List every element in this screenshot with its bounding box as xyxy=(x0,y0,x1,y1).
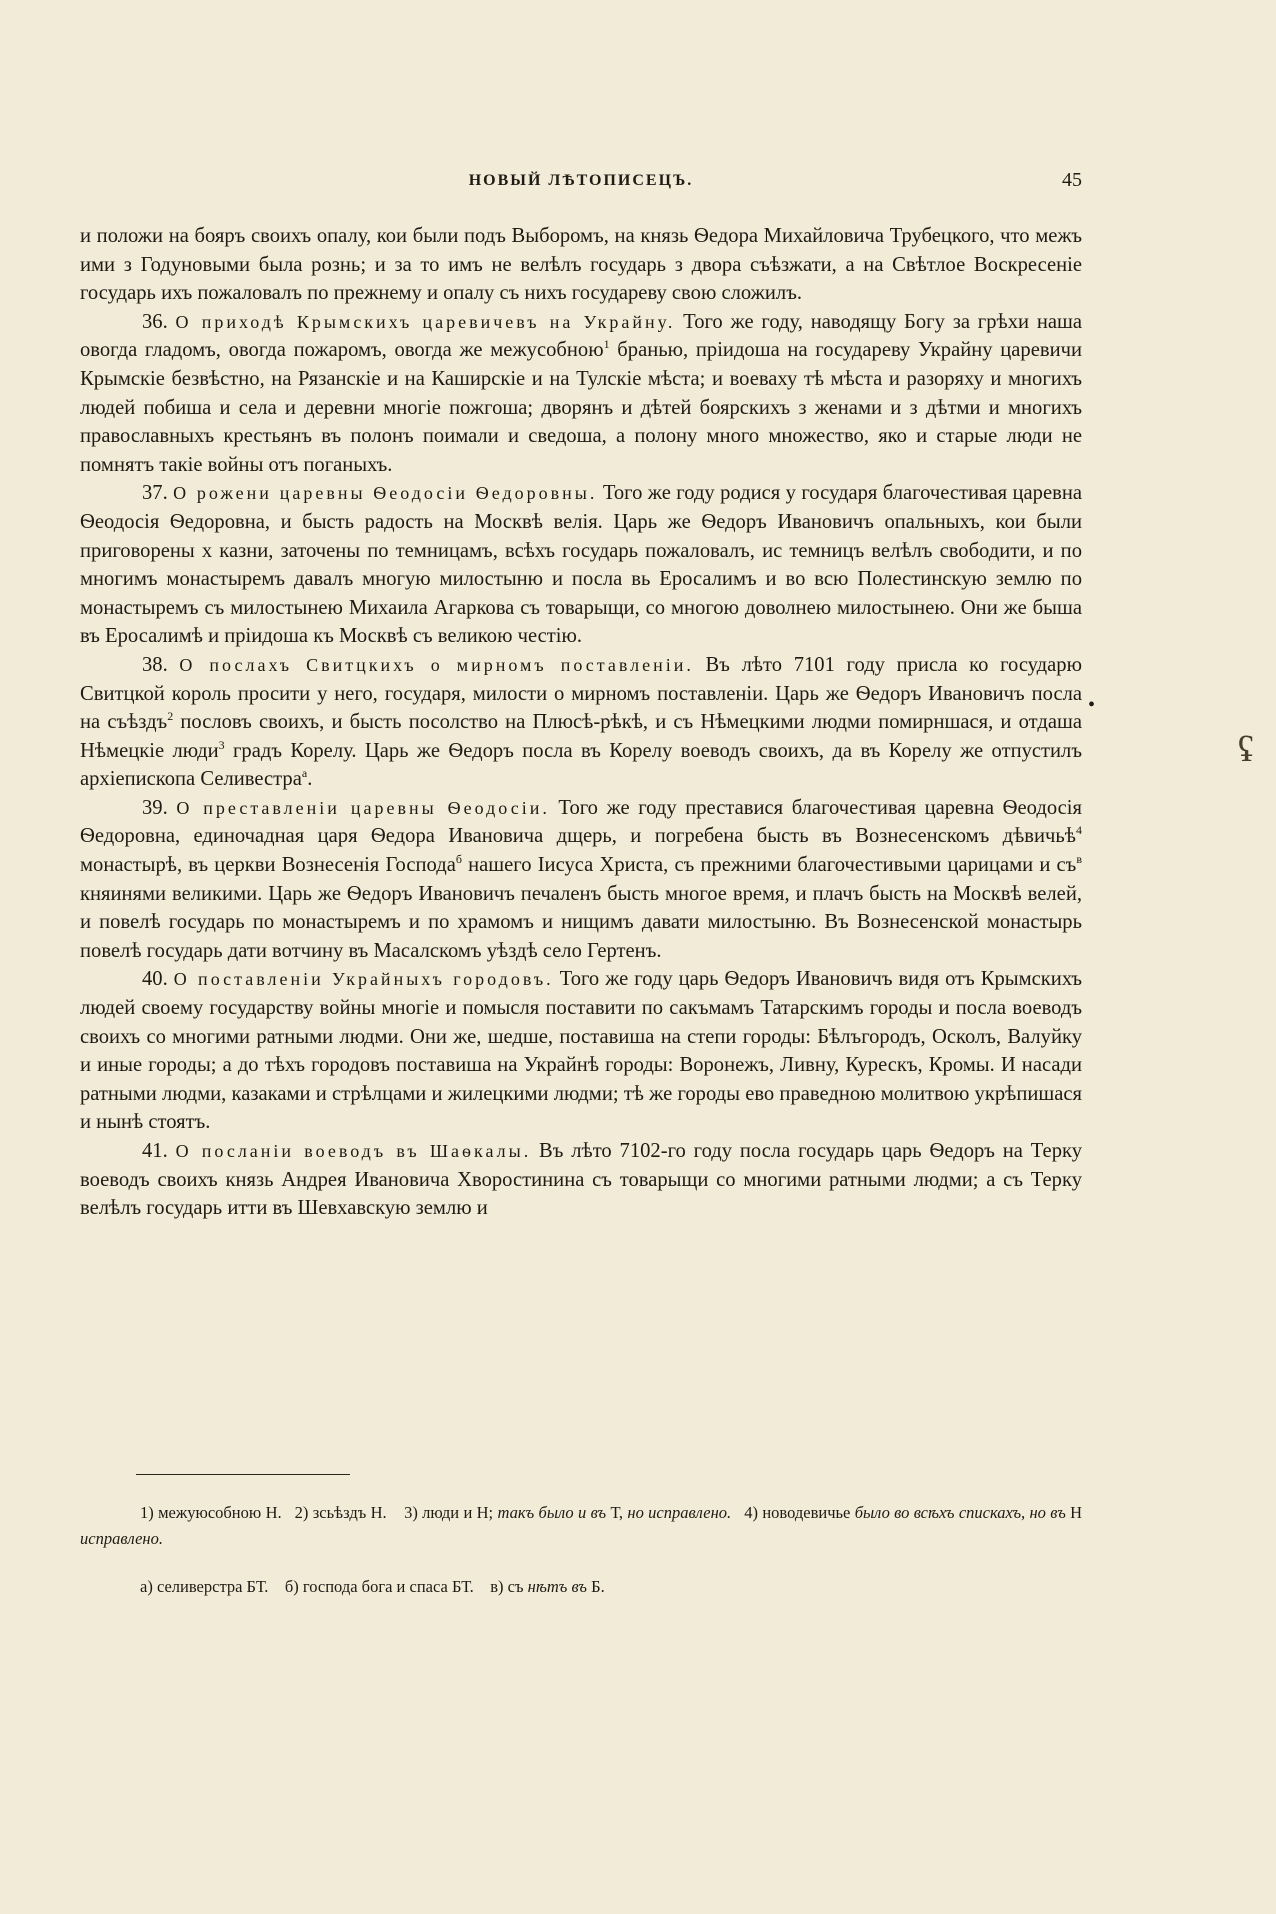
variant-ref: б xyxy=(455,852,462,867)
chapter-number: 41. xyxy=(142,1140,168,1162)
footnote-3: 3) люди и Н; xyxy=(404,1503,494,1522)
chapter-number: 38. xyxy=(142,653,168,676)
chapter-36 xyxy=(80,308,1082,480)
chapter-text: княинями великими. Царь же Ѳедоръ Ивановичъ печаленъ бысть многое время, и плачъ бысть на Москвѣ велей, и повелѣ государь по монастыремъ и по храмомъ и нищимъ давати милостыню. Въ Вознесенской монастырь повелѣ государь дати вотчину въ Масалскомъ уѣздѣ село Гертенъ. xyxy=(80,882,1082,962)
margin-dot-icon: • xyxy=(1088,694,1096,716)
chapter-text: пословъ своихъ, и бысть посолство на Плюсѣ-рѣкѣ, и съ Нѣмецкими людми помирншася, и отдаша Нѣмецкіе люди xyxy=(80,711,1082,762)
footnote-3-siglum: Т, xyxy=(610,1503,624,1522)
footnote-4: 4) новодевичье xyxy=(744,1503,851,1522)
page-header xyxy=(80,169,1082,198)
page-number: 45 xyxy=(1062,169,1082,191)
footnote-3-italic: но исправлено. xyxy=(627,1503,732,1522)
footnote-line xyxy=(80,1500,1082,1552)
footnote-divider xyxy=(136,1474,350,1475)
chapter-text: монастырѣ, въ церкви Вознесенія Господа xyxy=(80,854,456,877)
chapter-heading: О приходѣ Крымскихъ царевичевъ на Украйну. xyxy=(175,311,676,332)
chapter-text: Въ лѣто 7102-го году посла государь царь Ѳедоръ на Терку воеводъ своихъ князь Андрея Ивановича Хворостинина съ товарыщи со многими ратными людми; а съ Терку велѣлъ государь итти въ Шевхавскую землю и xyxy=(80,1140,1083,1220)
chapter-number: 39. xyxy=(142,796,168,819)
variant-c-siglum: Б. xyxy=(591,1577,605,1596)
chapter-text: бранью, пріидоша на государеву Украйну царевичи Крымскіе безвѣстно, на Рязанскіе и на Каширскіе и на Тулскіе мѣста; и воеваху тѣ мѣста и разоряху и многихъ людей побиша и села и деревни многіе пожгоша; дворянъ и дѣтей боярскихъ з женами и з дѣтми и многихъ православныхъ крестьянъ въ полонъ поимали и сведоша, а полону много множество, яко и старые люди не помнятъ такіе войны отъ поганыхъ. xyxy=(80,339,1082,476)
chapter-heading: О поставленiи Украйныхъ городовъ. xyxy=(173,969,554,990)
variant-c: в) съ xyxy=(490,1577,524,1596)
variant-a: а) селиверстра БТ. xyxy=(140,1577,269,1596)
main-text xyxy=(80,222,1082,1223)
paragraph-continuation xyxy=(80,222,1082,308)
chapter-text: Того же году родися у государя благочестивая царевна Ѳеодосія Ѳедоровна, и бысть радость на Москвѣ велія. Царь же Ѳедоръ Ивановичъ опальныхъ, кои были приговорены х казни, заточены по темницамъ, всѣхъ государь пожаловалъ, ис темницъ велѣлъ свободити, и по многимъ монастыремъ давалъ многую милостыню и посла вь Еросалимъ и во всю Полестинскую землю по монастыремъ съ милостынею Михаила Агаркова съ товарыщи, со многою доволнею милостынею. Они же быша въ Еросалимѣ и пріидоша къ Москвѣ съ великою честію. xyxy=(80,482,1082,648)
chapter-heading: О рожени царевны Ѳеодосіи Ѳедоровны. xyxy=(173,483,598,504)
footnotes xyxy=(80,1500,1082,1600)
chapter-heading: О преставленiи царевны Ѳеодосiи. xyxy=(176,797,550,818)
chapter-38 xyxy=(80,651,1082,794)
footnote-ref: 4 xyxy=(1076,823,1082,838)
variant-c-italic: нѣтъ въ xyxy=(527,1577,587,1596)
paragraph-text: и положи на бояръ своихъ опалу, кои были подъ Выборомъ, на князь Ѳедора Михайловича Трубецкого, что межъ ими з Годуновыми была рознь; и за то имъ не велѣлъ государь з двора съѣзжати, а на Свѣтлое Воскресеніе государь ихъ пожаловалъ по прежнему и опалу съ нихъ государеву свою сложилъ. xyxy=(80,225,1082,305)
chapter-number: 40. xyxy=(142,968,168,991)
footnote-3-italic: такъ было и въ xyxy=(497,1503,607,1522)
chapter-40 xyxy=(80,965,1082,1137)
chapter-text: Въ лѣто 7101 году присла ко государю Свитцкой король просити у него, государя, милости о мирномъ поставленіи. Царь же Ѳедоръ Ивановичъ посла на съѣздъ xyxy=(80,653,1082,734)
footnote-1: 1) межуюсобною Н. xyxy=(140,1503,282,1522)
variant-ref: а xyxy=(301,766,308,781)
chapter-text: нашего Іисуса Христа, съ прежними благочестивыми царицами и съ xyxy=(461,854,1077,877)
footnote-4-siglum: Н xyxy=(1070,1503,1083,1522)
footnote-4-italic: исправлено. xyxy=(80,1529,163,1548)
footnote-4-italic: было во всѣхъ спискахъ, но въ xyxy=(854,1503,1066,1522)
footnote-ref: 3 xyxy=(218,737,225,752)
variant-b: б) господа бога и спаса БТ. xyxy=(284,1577,474,1596)
chapter-text: Того же году, наводящу Богу за грѣхи наша овогда гладомъ, овогда пожаромъ, овогда же межусобною xyxy=(80,310,1082,362)
chapter-text: Того же году преставися благочестивая царевна Ѳеодосія Ѳедоровна, единочадная царя Ѳедора Ивановича дщерь, и погребена бысть въ Вознесенскомъ дѣвичьѣ xyxy=(80,796,1082,848)
variant-ref: в xyxy=(1076,852,1082,867)
chapter-text: Того же году царь Ѳедоръ Ивановичъ видя отъ Крымскихъ людей своему государству войны многіе и помысля поставити по сакъмамъ Татарскимъ городы и посла воеводъ своихъ со многими ратными людми. Они же, шедше, поставиша на степи городы: Бѣлъгородъ, Осколъ, Валуйку и иные городы; а до тѣхъ городовъ поставиша на Украйнѣ городы: Воронежъ, Ливну, Курескъ, Кромы. И насади ратными людми, казаками и стрѣлцами и жилецкими людми; тѣ же городы ево праведною молитвою укрѣпишася и нынѣ стоятъ. xyxy=(80,968,1082,1134)
chapter-text: градъ Корелу. Царь же Ѳедоръ посла въ Корелу воеводъ своихъ, да въ Корелу же отпустилъ архіепископа Селивестра xyxy=(80,739,1082,791)
variant-notes xyxy=(80,1574,1082,1600)
chapter-37 xyxy=(80,479,1082,651)
chapter-39 xyxy=(80,794,1082,966)
running-title: НОВЫЙ ЛѢТОПИСЕЦЪ. xyxy=(468,172,694,189)
footnote-ref: 1 xyxy=(603,337,610,352)
margin-bracket-icon: ʢ xyxy=(1238,729,1254,769)
footnote-ref: 2 xyxy=(167,709,174,724)
chapter-heading: О посланiи воеводъ въ Шаѳкалы. xyxy=(175,1141,532,1161)
chapter-41 xyxy=(80,1137,1082,1223)
footnote-2: 2) зсьѣздъ Н. xyxy=(294,1503,387,1522)
chapter-text: . xyxy=(307,768,313,791)
chapter-number: 36. xyxy=(142,310,168,333)
chapter-number: 37. xyxy=(142,482,168,505)
chapter-heading: О послахъ Свитцкихъ о мирномъ поставленiи. xyxy=(179,654,694,675)
